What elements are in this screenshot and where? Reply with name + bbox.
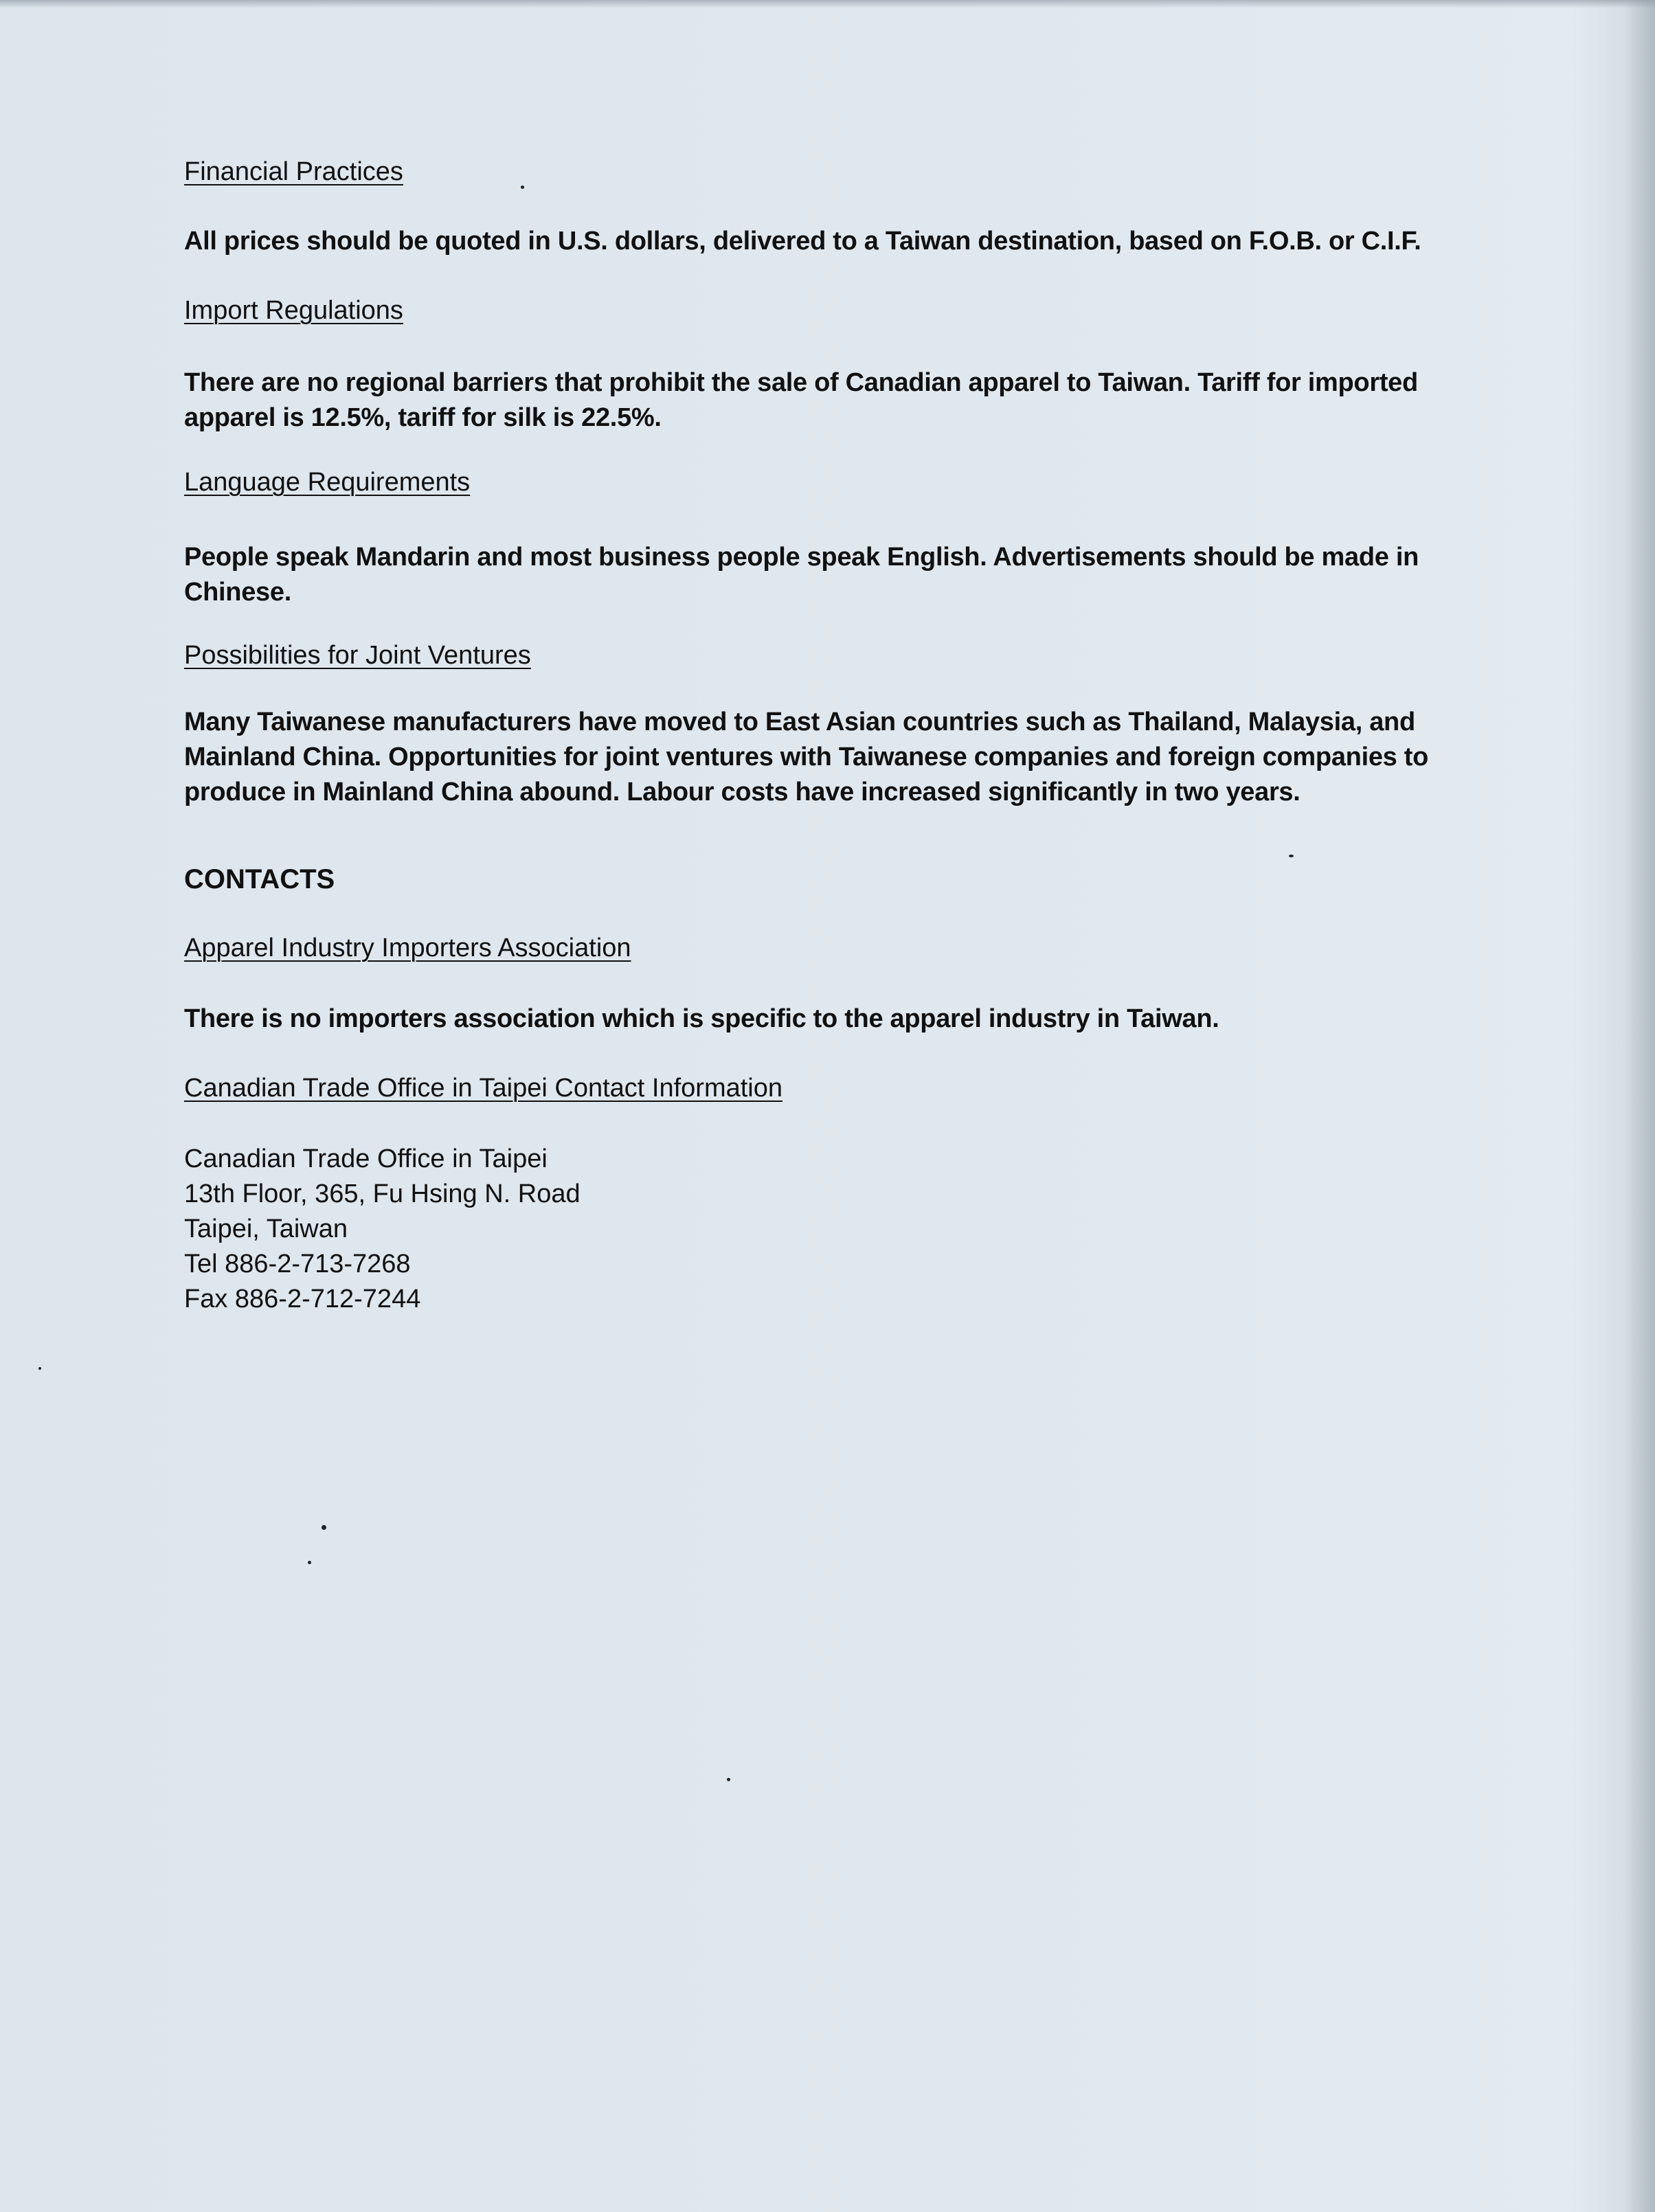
joint-ventures-text	[184, 705, 1428, 810]
trade-office-fax: Fax 886-2-712-7244	[184, 1285, 421, 1313]
import-regulations-section	[184, 294, 403, 327]
language-requirements-text	[184, 540, 1419, 610]
contacts-section	[184, 861, 335, 897]
speck-mark	[322, 1525, 326, 1530]
joint-ventures-line-2: Mainland China. Opportunities for joint ventures with Taiwanese companies and foreign companies to	[184, 743, 1429, 771]
import-regulations-text	[184, 365, 1418, 436]
financial-practices-heading: Financial Practices	[184, 157, 403, 186]
trade-office-section	[184, 1072, 783, 1105]
association-heading: Apparel Industry Importers Association	[184, 934, 631, 962]
financial-practices-text	[184, 224, 1421, 259]
language-requirements-line-2: Chinese.	[184, 578, 291, 607]
language-requirements-line-1: People speak Mandarin and most business people speak English. Advertisements should be made in	[184, 543, 1419, 572]
association-text	[184, 1002, 1219, 1037]
trade-office-heading: Canadian Trade Office in Taipei Contact Information	[184, 1074, 783, 1103]
speck-mark	[308, 1561, 311, 1564]
language-requirements-section	[184, 466, 470, 499]
association-body: There is no importers association which is specific to the apparel industry in Taiwan.	[184, 1004, 1219, 1033]
language-requirements-heading: Language Requirements	[184, 468, 471, 497]
joint-ventures-line-3: produce in Mainland China abound. Labour costs have increased significantly in two years.	[184, 778, 1301, 806]
joint-ventures-section	[184, 639, 531, 672]
trade-office-name: Canadian Trade Office in Taipei	[184, 1144, 548, 1173]
joint-ventures-heading: Possibilities for Joint Ventures	[184, 641, 531, 670]
import-regulations-line-1: There are no regional barriers that prohibit the sale of Canadian apparel to Taiwan. Tariff for imported	[184, 368, 1418, 397]
trade-office-city: Taipei, Taiwan	[184, 1215, 348, 1243]
speck-mark	[521, 185, 524, 189]
speck-mark	[1289, 855, 1294, 857]
trade-office-tel: Tel 886-2-713-7268	[184, 1250, 411, 1278]
trade-office-address-block	[184, 1142, 581, 1317]
joint-ventures-line-1: Many Taiwanese manufacturers have moved to East Asian countries such as Thailand, Malaysia, and	[184, 708, 1415, 736]
speck-mark	[727, 1778, 730, 1781]
scan-right-shadow	[1623, 0, 1655, 2212]
speck-mark	[38, 1367, 41, 1370]
import-regulations-line-2: apparel is 12.5%, tariff for silk is 22.5%.	[184, 403, 662, 432]
association-section	[184, 932, 631, 964]
financial-practices-body: All prices should be quoted in U.S. dollars, delivered to a Taiwan destination, based on F.O.B. or C.I.F.	[184, 227, 1421, 256]
import-regulations-heading: Import Regulations	[184, 296, 403, 325]
scan-top-shadow	[0, 0, 1655, 8]
trade-office-address: 13th Floor, 365, Fu Hsing N. Road	[184, 1180, 581, 1208]
contacts-title: CONTACTS	[184, 864, 335, 894]
financial-practices-section	[184, 155, 403, 188]
